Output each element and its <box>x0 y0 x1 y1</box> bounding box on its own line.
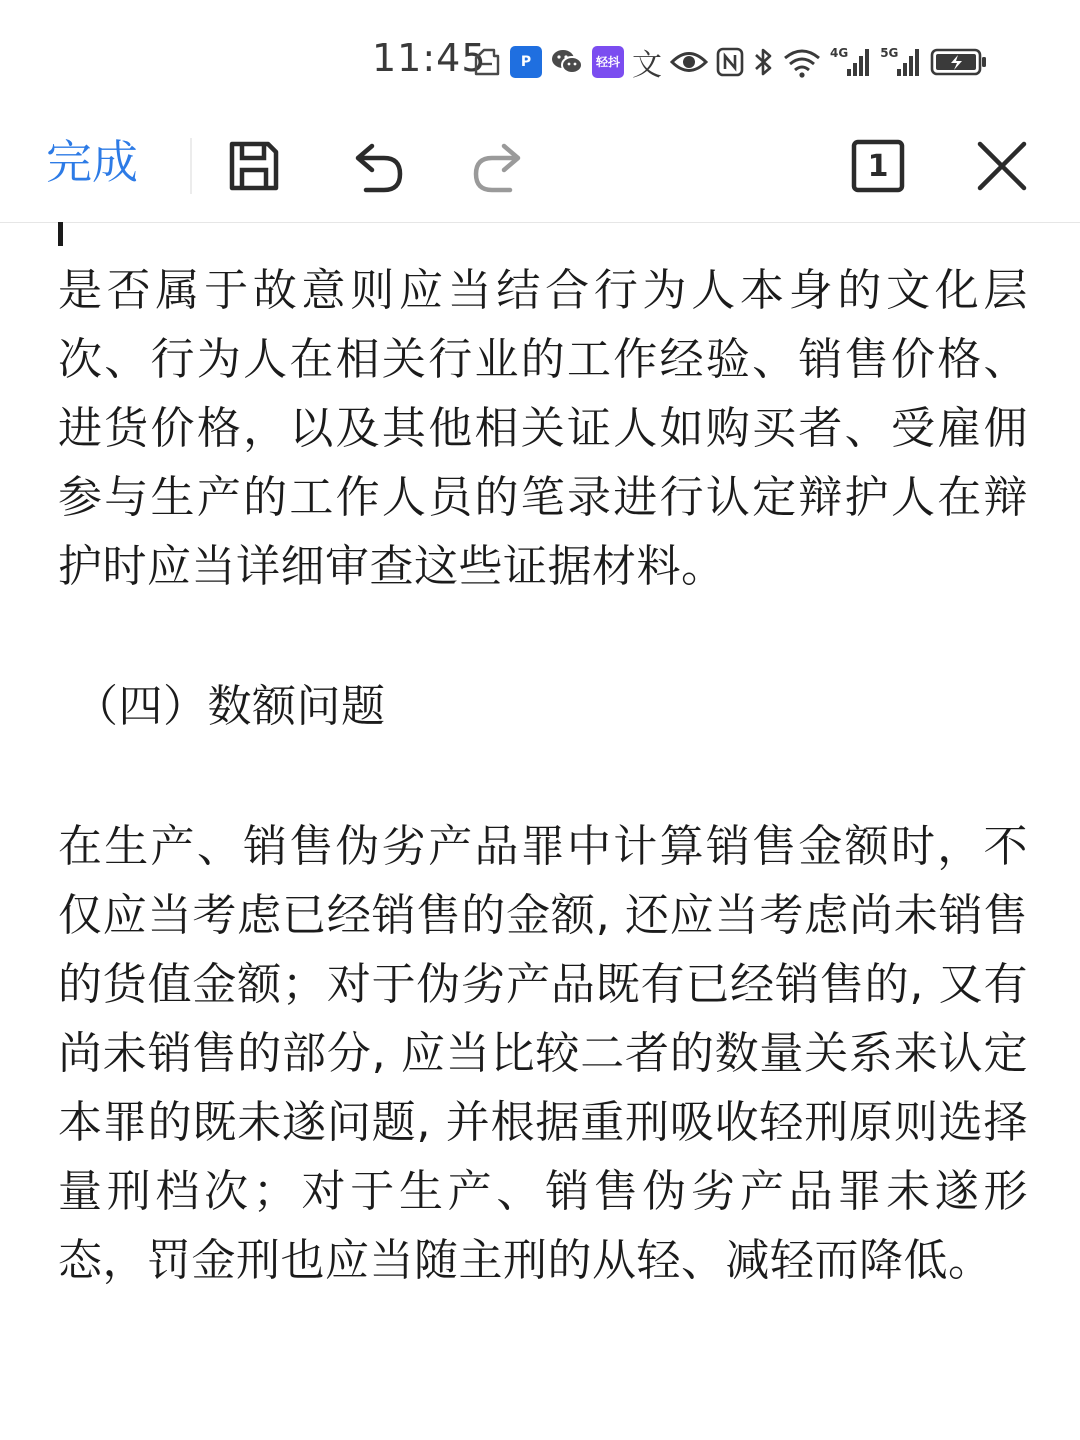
screenshot-icon <box>472 42 502 82</box>
text-cursor <box>58 222 63 246</box>
eye-icon <box>670 42 708 82</box>
signal-4g-icon: 4G <box>830 42 872 82</box>
toolbar-divider <box>190 138 192 194</box>
page-count: 1 <box>867 148 889 184</box>
qingdou-app-icon: 轻抖 <box>592 42 624 82</box>
signal-5g-icon: 5G <box>880 42 922 82</box>
wifi-icon <box>782 42 822 82</box>
done-button[interactable]: 完成 <box>46 135 138 189</box>
redo-icon[interactable] <box>468 134 532 198</box>
status-icons <box>472 40 988 84</box>
translate-icon: 文 <box>632 48 662 83</box>
status-bar <box>0 0 1080 110</box>
bluetooth-icon <box>752 42 774 82</box>
undo-icon[interactable] <box>344 134 408 198</box>
paragraph-2[interactable]: 在生产、销售伪劣产品罪中计算销售金额时，不仅应当考虑已经销售的金额, 还应当考虑尚未销售的货值金额；对于伪劣产品既有已经销售的, 又有尚未销售的部分, 应当比较二者的数量关系来认定本罪的既未遂问题, 并根据重刑吸收轻刑原则选择量刑档次；对于生产、销售伪劣产品罪未遂形态，罚金刑也应当随主刑的从轻、减轻而降低。 <box>58 821 1028 1286</box>
battery-charging-icon <box>930 42 988 82</box>
paragraph-1[interactable]: 是否属于故意则应当结合行为人本身的文化层次、行为人在相关行业的工作经验、销售价格、进货价格，以及其他相关证人如购买者、受雇佣参与生产的工作人员的笔录进行认定辩护人在辩护时应当详细审查这些证据材料。 <box>58 265 1028 592</box>
app-p-icon: P <box>510 42 542 82</box>
save-icon[interactable] <box>222 134 286 198</box>
page-count-icon[interactable] <box>846 134 910 198</box>
nfc-icon <box>716 42 744 82</box>
status-time: 11:45 <box>372 36 487 80</box>
close-icon[interactable] <box>970 134 1034 198</box>
wechat-icon <box>550 42 584 82</box>
section-heading[interactable]: （四）数额问题 <box>74 681 386 732</box>
editor-toolbar <box>0 110 1080 223</box>
